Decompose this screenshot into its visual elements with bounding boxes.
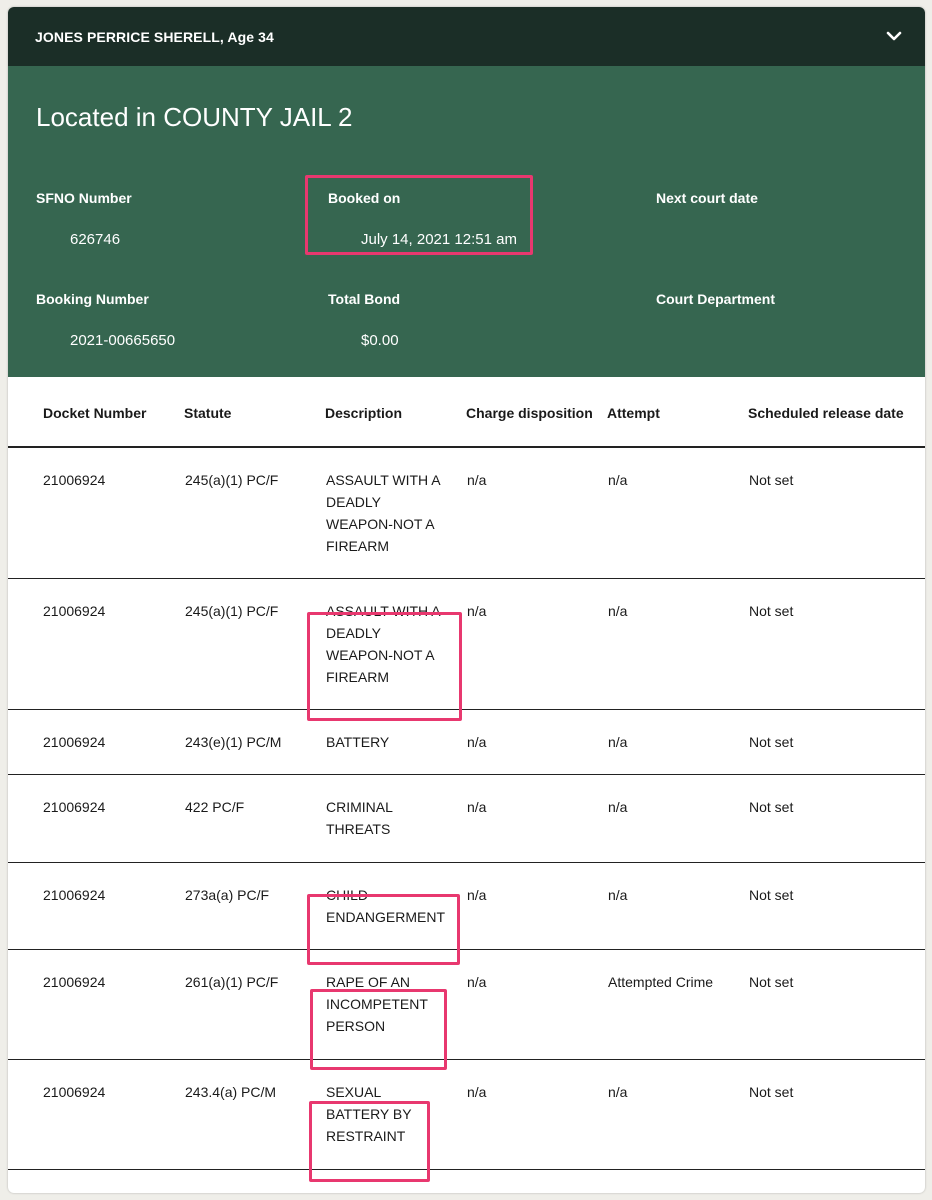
- cell-docket: 21006924: [8, 862, 184, 949]
- description-text: SEXUAL BATTERY BY RESTRAINT: [326, 1083, 412, 1144]
- sfno-value: 626746: [70, 231, 121, 248]
- booked-on-value: July 14, 2021 12:51 am: [361, 231, 517, 248]
- chevron-down-icon[interactable]: [883, 25, 905, 47]
- cell-statute: 261(a)(1) PC/F: [184, 949, 325, 1059]
- location-title: Located in COUNTY JAIL 2: [36, 102, 353, 132]
- charges-table: [8, 377, 925, 1170]
- cell-attempt: n/a: [607, 774, 748, 862]
- cell-docket: 21006924: [8, 1059, 184, 1169]
- inmate-card: [8, 7, 925, 1193]
- cell-attempt: n/a: [607, 709, 748, 774]
- cell-disposition: n/a: [466, 862, 607, 949]
- description-highlight-2: [307, 894, 460, 965]
- description-highlight-1: [307, 612, 462, 721]
- cell-description: [325, 447, 466, 578]
- description-highlight-4: [309, 1101, 430, 1182]
- description-text: CRIMINAL THREATS: [326, 798, 393, 837]
- booking-number-label: Booking Number: [36, 291, 149, 307]
- court-department-label: Court Department: [656, 291, 776, 307]
- col-header-description: Description: [325, 377, 466, 447]
- cell-statute: 273a(a) PC/F: [184, 862, 325, 949]
- cell-attempt: n/a: [607, 1059, 748, 1169]
- cell-statute: 422 PC/F: [184, 774, 325, 862]
- cell-release: Not set: [748, 447, 925, 578]
- inmate-name: JONES PERRICE SHERELL, Age 34: [35, 29, 274, 45]
- col-header-release: Scheduled release date: [748, 377, 925, 447]
- table-row: [8, 709, 925, 774]
- card-header[interactable]: [8, 7, 925, 66]
- cell-attempt: n/a: [607, 862, 748, 949]
- cell-disposition: n/a: [466, 949, 607, 1059]
- cell-disposition: n/a: [466, 578, 607, 709]
- cell-release: Not set: [748, 578, 925, 709]
- table-row: [8, 862, 925, 949]
- description-text: ASSAULT WITH A DEADLY WEAPON-NOT A FIREARM: [326, 602, 440, 685]
- cell-docket: 21006924: [8, 447, 184, 578]
- booking-number-value: 2021-00665650: [70, 332, 176, 349]
- cell-disposition: n/a: [466, 1059, 607, 1169]
- description-text: BATTERY: [326, 733, 390, 750]
- next-court-date-label: Next court date: [656, 190, 758, 206]
- table-row: [8, 447, 925, 578]
- cell-statute: 245(a)(1) PC/F: [184, 447, 325, 578]
- cell-release: Not set: [748, 774, 925, 862]
- cell-docket: 21006924: [8, 709, 184, 774]
- cell-disposition: n/a: [466, 709, 607, 774]
- col-header-statute: Statute: [184, 377, 325, 447]
- cell-statute: 243.4(a) PC/M: [184, 1059, 325, 1169]
- table-row: [8, 949, 925, 1059]
- cell-attempt: n/a: [607, 578, 748, 709]
- cell-disposition: n/a: [466, 774, 607, 862]
- table-row: [8, 774, 925, 862]
- col-header-attempt: Attempt: [607, 377, 748, 447]
- table-row: [8, 1059, 925, 1169]
- cell-attempt: Attempted Crime: [607, 949, 748, 1059]
- description-text: RAPE OF AN INCOMPETENT PERSON: [326, 973, 428, 1034]
- booking-info-panel: [8, 66, 925, 377]
- total-bond-label: Total Bond: [328, 291, 401, 307]
- cell-statute: 243(e)(1) PC/M: [184, 709, 325, 774]
- col-header-disposition: Charge disposition: [466, 377, 607, 447]
- total-bond-value: $0.00: [361, 332, 399, 349]
- description-highlight-3: [310, 989, 447, 1070]
- cell-docket: 21006924: [8, 774, 184, 862]
- cell-docket: 21006924: [8, 578, 184, 709]
- booked-on-highlight: [305, 175, 533, 255]
- cell-attempt: n/a: [607, 447, 748, 578]
- cell-release: Not set: [748, 862, 925, 949]
- description-text: CHILD ENDANGERMENT: [326, 886, 446, 925]
- booked-on-label: Booked on: [328, 190, 401, 206]
- cell-release: Not set: [748, 1059, 925, 1169]
- cell-description: [325, 774, 466, 862]
- sfno-label: SFNO Number: [36, 190, 132, 206]
- cell-release: Not set: [748, 949, 925, 1059]
- cell-docket: 21006924: [8, 949, 184, 1059]
- cell-release: Not set: [748, 709, 925, 774]
- description-text: ASSAULT WITH A DEADLY WEAPON-NOT A FIREARM: [326, 472, 440, 554]
- table-header-row: [8, 377, 925, 447]
- cell-statute: 245(a)(1) PC/F: [184, 578, 325, 709]
- table-row: [8, 578, 925, 709]
- cell-disposition: n/a: [466, 447, 607, 578]
- col-header-docket: Docket Number: [8, 377, 184, 447]
